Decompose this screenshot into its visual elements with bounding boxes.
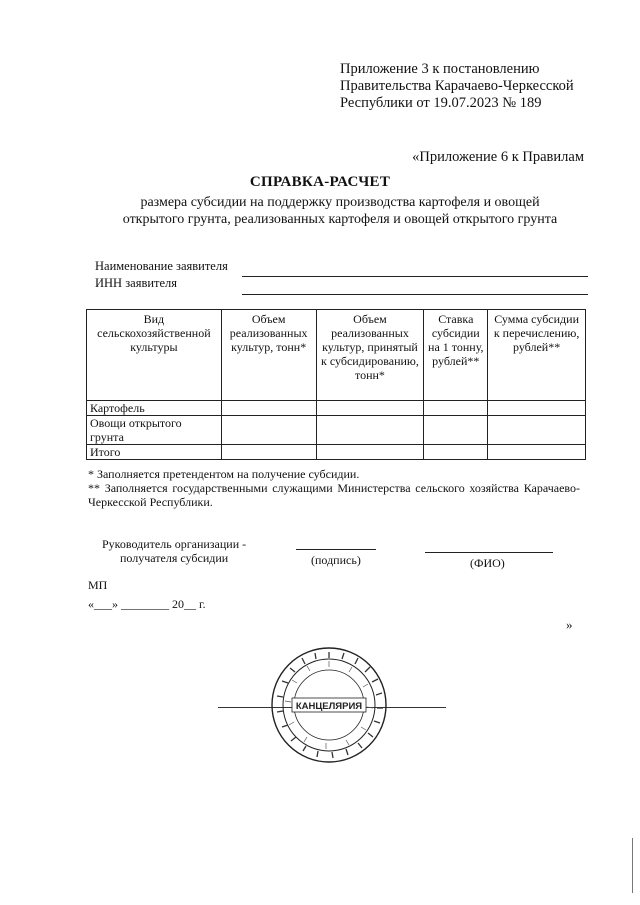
table-cell[interactable] — [488, 445, 586, 460]
row-label-potato: Картофель — [87, 401, 222, 416]
header-accepted-volume: Объем реализованных культур, принятый к субсидированию, тонн* — [316, 310, 424, 401]
subtitle-line-1: размера субсидии на поддержку производства картофеля и овощей — [140, 195, 540, 210]
applicant-name-line — [242, 276, 588, 277]
header-rate: Ставка субсидии на 1 тонну, рублей** — [424, 310, 488, 401]
document-subtitle — [90, 194, 590, 228]
table-row — [87, 416, 586, 445]
inn-label: ИНН заявителя — [95, 276, 178, 290]
signature-line — [296, 549, 376, 550]
row-label-total: Итого — [87, 445, 222, 460]
table-cell[interactable] — [221, 416, 316, 445]
table-cell[interactable] — [488, 416, 586, 445]
fio-caption: (ФИО) — [470, 556, 505, 570]
official-stamp — [270, 646, 388, 764]
appendix-reference: «Приложение 6 к Правилам — [412, 149, 584, 165]
table-cell[interactable] — [221, 445, 316, 460]
head-label-line-2: получателя субсидии — [120, 551, 229, 565]
table-cell[interactable] — [424, 445, 488, 460]
table-row — [87, 401, 586, 416]
table-cell[interactable] — [488, 401, 586, 416]
document-title: СПРАВКА-РАСЧЕТ — [249, 174, 391, 190]
stamp-center-text: КАНЦЕЛЯРИЯ — [295, 701, 363, 712]
document-header — [340, 61, 574, 112]
table-cell[interactable] — [316, 401, 424, 416]
date-field: «___» ________ 20__ г. — [88, 597, 206, 611]
table-cell[interactable] — [221, 401, 316, 416]
footnote-1: * Заполняется претендентом на получение субсидии. — [88, 467, 360, 481]
footnote-2: ** Заполняется государственными служащими Министерства сельского хозяйства Карачаево-Черкесской Республики. — [88, 481, 580, 509]
table-cell[interactable] — [316, 445, 424, 460]
mp-label: МП — [88, 578, 108, 592]
applicant-name-label: Наименование заявителя — [95, 259, 228, 273]
page-edge-mark — [632, 838, 633, 893]
header-crop-type: Вид сельскохозяйственной культуры — [87, 310, 222, 401]
table-cell[interactable] — [316, 416, 424, 445]
fio-line — [425, 552, 553, 553]
inn-line — [242, 294, 588, 295]
header-amount: Сумма субсидии к перечислению, рублей** — [488, 310, 586, 401]
table-cell[interactable] — [424, 416, 488, 445]
row-label-vegetables: Овощи открытого грунта — [87, 416, 222, 445]
header-line-3: Республики от 19.07.2023 № 189 — [340, 95, 542, 111]
header-line-2: Правительства Карачаево-Черкесской — [340, 78, 574, 94]
header-line-1: Приложение 3 к постановлению — [340, 61, 540, 77]
table-cell[interactable] — [424, 401, 488, 416]
head-label-line-1: Руководитель организации - — [102, 537, 247, 551]
subsidy-table — [86, 309, 586, 460]
subtitle-line-2: открытого грунта, реализованных картофеля и овощей открытого грунта — [122, 212, 558, 227]
table-header-row — [87, 310, 586, 401]
closing-quote: » — [566, 617, 573, 632]
signature-caption: (подпись) — [311, 553, 361, 567]
footnotes — [88, 467, 580, 509]
header-sold-volume: Объем реализованных культур, тонн* — [221, 310, 316, 401]
table-row — [87, 445, 586, 460]
